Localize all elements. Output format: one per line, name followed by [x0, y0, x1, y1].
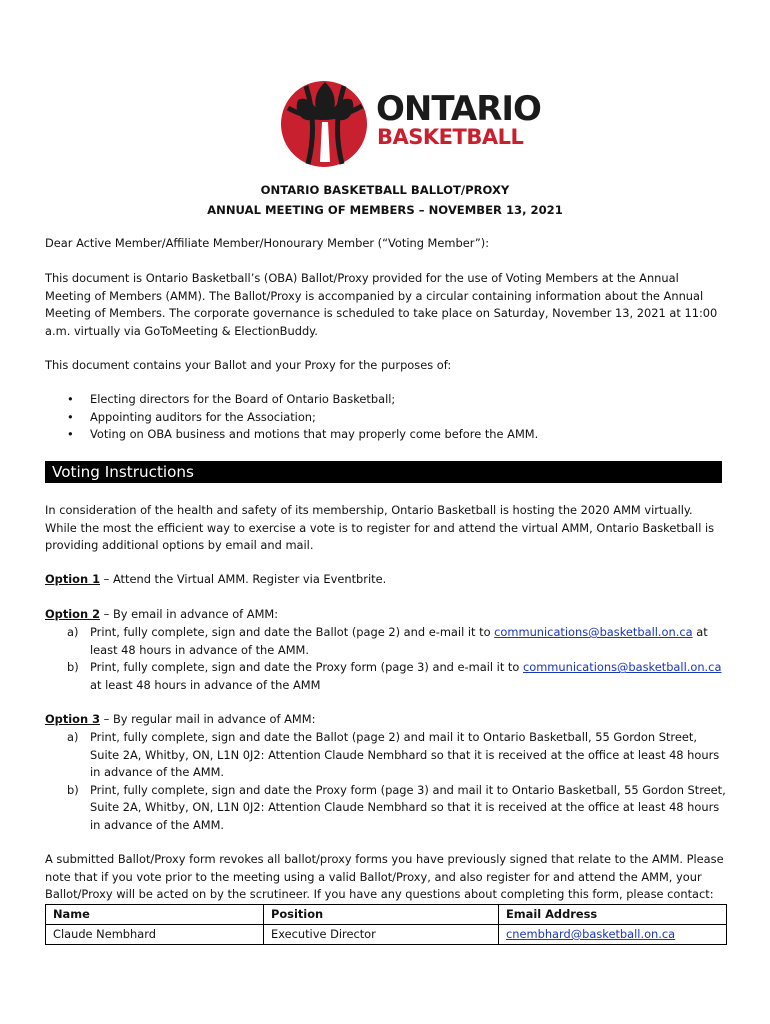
list-item: • Voting on OBA business and motions that may properly come before the AMM. — [45, 426, 727, 444]
item-text-end: at least 48 hours in advance of the AMM — [90, 677, 321, 692]
option-2-text: – By email in advance of AMM: — [100, 607, 279, 621]
list-item: • Appointing auditors for the Association; — [45, 409, 727, 427]
item-text-end: at least 48 hours in advance of the AMM. — [90, 625, 708, 657]
item-letter: a) — [67, 625, 79, 639]
contact-table — [45, 904, 727, 945]
item-letter: a) — [67, 730, 79, 744]
column-header-name: Name — [46, 905, 264, 925]
contact-email-link[interactable]: cnembhard@basketball.on.ca — [506, 927, 676, 941]
option-3 — [45, 711, 727, 729]
option-3-label: Option 3 — [45, 712, 101, 726]
logo-wordmark-basketball: BASKETBALL — [377, 125, 524, 149]
document-title: ONTARIO BASKETBALL BALLOT/PROXY — [260, 183, 510, 197]
item-text: Print, fully complete, sign and date the Ballot (page 2) and e-mail it to — [90, 625, 495, 639]
greeting: Dear Active Member/Affiliate Member/Honourary Member (“Voting Member”): — [45, 236, 490, 250]
option-2 — [45, 606, 727, 624]
contact-name: Claude Nembhard — [46, 925, 264, 945]
list-item — [45, 729, 727, 782]
section-header — [45, 461, 722, 483]
contact-email-cell — [499, 925, 727, 945]
list-item: • Electing directors for the Board of Ontario Basketball; — [45, 391, 727, 409]
list-item — [45, 624, 727, 659]
contact-position: Executive Director — [264, 925, 499, 945]
table-row — [46, 925, 727, 945]
item-text: Print, fully complete, sign and date the Proxy form (page 3) and mail it to Ontario Basketball, 55 Gordon Street, Suite 2A, Whitby, ON, L1N 0J2: Attention Claude Nembhard so that it is received at the office at least 48 hours in advance of the AMM. — [90, 782, 726, 832]
item-letter: b) — [67, 782, 79, 797]
option-3-text: – By regular mail in advance of AMM: — [100, 712, 316, 726]
list-item — [45, 659, 727, 694]
option-3-steps — [45, 729, 727, 835]
item-letter: b) — [67, 660, 79, 675]
closing-paragraph: A submitted Ballot/Proxy form revokes all ballot/proxy forms you have previously signed that relate to the AMM. Please note that if you vote prior to the meeting using a valid Ballot/Proxy, and also register for and attend the AMM, your Ballot/Proxy will be acted on by the scrutineer. If you have any questions about completing this form, please contact: — [45, 852, 724, 902]
ontario-basketball-logo — [278, 70, 541, 170]
logo-wordmark-ontario: ONTARIO — [376, 89, 541, 129]
column-header-email: Email Address — [499, 905, 727, 925]
table-header-row — [46, 905, 727, 925]
column-header-position: Position — [264, 905, 499, 925]
option-1-text: – Attend the Virtual AMM. Register via Eventbrite. — [100, 572, 387, 586]
option-1 — [45, 571, 727, 589]
email-link-communications[interactable]: communications@basketball.on.ca — [522, 660, 722, 675]
list-item — [45, 782, 727, 835]
intro-paragraph: This document is Ontario Basketball’s (OBA) Ballot/Proxy provided for the use of Voting Members at the Annual Meeting of Members (AMM). The Ballot/Proxy is accompanied by a circular containing information about the Annual Meeting of Members. The corporate governance is scheduled to take place on Saturday, November 13, 2021 at 11:00 a.m. virtually via GoToMeeting & ElectionBuddy. — [45, 271, 718, 338]
item-text: Print, fully complete, sign and date the Proxy form (page 3) and e-mail it to — [90, 660, 523, 675]
purposes-list — [45, 391, 727, 444]
option-1-label: Option 1 — [45, 572, 101, 586]
purposes-intro: This document contains your Ballot and your Proxy for the purposes of: — [45, 358, 452, 372]
section-title: Voting Instructions — [52, 463, 194, 481]
document-subtitle: ANNUAL MEETING OF MEMBERS – NOVEMBER 13, 2021 — [207, 203, 563, 217]
option-2-label: Option 2 — [45, 607, 101, 621]
item-text: Print, fully complete, sign and date the Ballot (page 2) and mail it to Ontario Basketball, 55 Gordon Street, Suite 2A, Whitby, ON, L1N 0J2: Attention Claude Nembhard so that it is received at the office at least 48 hours in advance of the AMM. — [90, 730, 720, 780]
basketball-trillium-icon — [278, 70, 374, 170]
voting-intro-paragraph: In consideration of the health and safety of its membership, Ontario Basketball is hosting the 2020 AMM virtually. While the most the efficient way to exercise a vote is to register for and attend the virtual AMM, Ontario Basketball is providing additional options by email and mail. — [45, 503, 715, 553]
email-link-communications[interactable]: communications@basketball.on.ca — [494, 625, 693, 639]
option-2-steps — [45, 624, 727, 694]
